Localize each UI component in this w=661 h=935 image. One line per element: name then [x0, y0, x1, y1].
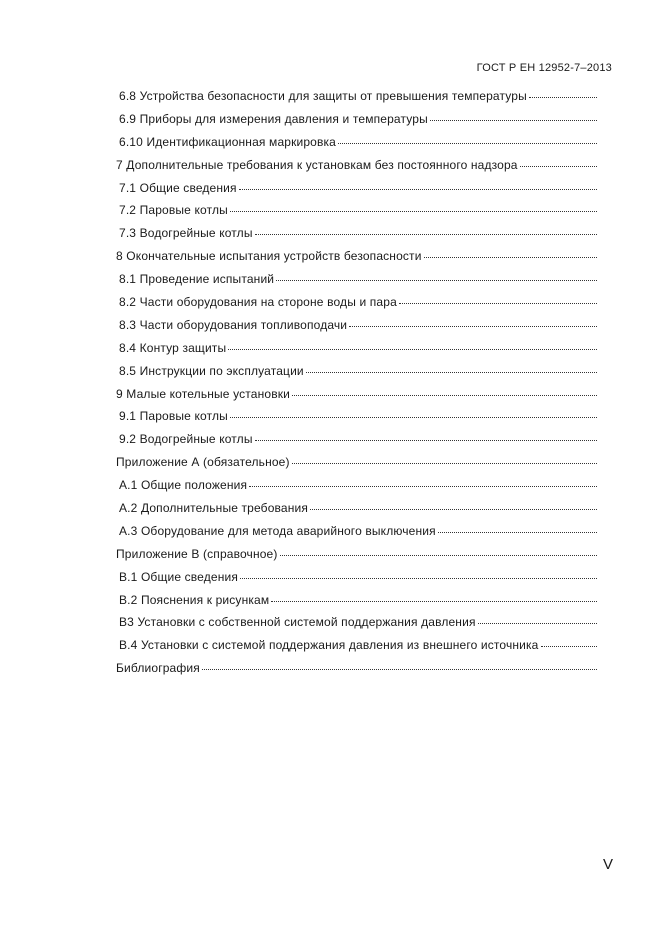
toc-entry-title: В.4 Установки с системой поддержания давления из внешнего источника: [119, 638, 539, 653]
toc-entry-title: 9.2 Водогрейные котлы: [119, 432, 253, 447]
toc-leader-dots: [292, 463, 597, 464]
toc-leader-dots: [424, 257, 597, 258]
toc-entry-title: 9 Малые котельные установки: [116, 386, 290, 401]
toc-leader-dots: [255, 440, 597, 441]
toc-leader-dots: [520, 166, 597, 167]
toc-leader-dots: [255, 234, 597, 235]
toc-entry: [116, 89, 597, 112]
toc-leader-dots: [310, 509, 597, 510]
toc-entry: [116, 593, 597, 616]
toc-entry-title: 9.1 Паровые котлы: [119, 409, 228, 424]
toc-entry-title: 7.3 Водогрейные котлы: [119, 226, 253, 241]
toc-leader-dots: [249, 486, 597, 487]
toc-entry: [116, 570, 597, 593]
toc-leader-dots: [438, 532, 597, 533]
toc-leader-dots: [349, 326, 597, 327]
toc-leader-dots: [240, 578, 597, 579]
toc-entry: [116, 455, 597, 478]
toc-entry-title: 8.5 Инструкции по эксплуатации: [119, 363, 304, 378]
toc-leader-dots: [478, 623, 597, 624]
toc-entry: [116, 135, 597, 158]
toc-entry-title: А.3 Оборудование для метода аварийного выключения: [119, 523, 436, 538]
toc-entry: [116, 387, 597, 410]
toc-leader-dots: [202, 669, 597, 670]
toc-entry-title: 8.4 Контур защиты: [119, 340, 227, 355]
toc-entry: [116, 158, 597, 181]
toc-entry-title: 8 Окончательные испытания устройств безопасности: [116, 249, 422, 264]
toc-leader-dots: [541, 646, 598, 647]
toc-entry: [116, 501, 597, 524]
toc-entry-title: Библиография: [116, 661, 200, 676]
document-code-header: ГОСТ Р ЕН 12952-7–2013: [476, 62, 612, 74]
toc-entry: [116, 615, 597, 638]
toc-entry: [116, 203, 597, 226]
toc-entry-title: А.2 Дополнительные требования: [119, 501, 309, 516]
toc-leader-dots: [529, 97, 597, 98]
toc-leader-dots: [306, 372, 597, 373]
toc-leader-dots: [338, 143, 597, 144]
toc-entry-title: 7.1 Общие сведения: [119, 180, 237, 195]
toc-entry: [116, 181, 597, 204]
toc-leader-dots: [292, 395, 597, 396]
toc-entry: [116, 318, 597, 341]
toc-entry: [116, 524, 597, 547]
toc-entry: [116, 478, 597, 501]
toc-entry: [116, 341, 597, 364]
toc-entry-title: 6.10 Идентификационная маркировка: [119, 134, 337, 149]
toc-entry-title: Приложение А (обязательное): [116, 455, 290, 470]
toc-entry: [116, 295, 597, 318]
toc-entry: [116, 112, 597, 135]
toc-leader-dots: [230, 211, 597, 212]
toc-leader-dots: [230, 417, 597, 418]
toc-entry: [116, 638, 597, 661]
toc-entry: [116, 272, 597, 295]
toc-entry-title: 8.2 Части оборудования на стороне воды и пара: [119, 295, 397, 310]
page-number: V: [603, 856, 614, 873]
toc-entry-title: В.2 Пояснения к рисункам: [119, 592, 270, 607]
toc-leader-dots: [276, 280, 597, 281]
toc-leader-dots: [271, 601, 597, 602]
table-of-contents: [116, 89, 597, 684]
toc-leader-dots: [280, 555, 597, 556]
toc-entry-title: 7 Дополнительные требования к установкам без постоянного надзора: [116, 157, 518, 172]
toc-entry: [116, 364, 597, 387]
toc-entry-title: 8.3 Части оборудования топливоподачи: [119, 317, 348, 332]
toc-entry: [116, 547, 597, 570]
toc-entry: [116, 409, 597, 432]
toc-leader-dots: [430, 120, 597, 121]
toc-entry-title: В.1 Общие сведения: [119, 569, 238, 584]
toc-entry-title: 6.8 Устройства безопасности для защиты от превышения температуры: [119, 89, 527, 103]
toc-entry: [116, 661, 597, 684]
toc-entry: [116, 432, 597, 455]
toc-entry: [116, 249, 597, 272]
toc-entry-title: Приложение В (справочное): [116, 546, 278, 561]
toc-entry: [116, 226, 597, 249]
toc-entry-title: 6.9 Приборы для измерения давления и температуры: [119, 111, 428, 126]
toc-entry-title: 8.1 Проведение испытаний: [119, 272, 275, 287]
toc-entry-title: В3 Установки с собственной системой поддержания давления: [119, 615, 476, 630]
toc-leader-dots: [399, 303, 597, 304]
toc-entry-title: А.1 Общие положения: [119, 478, 248, 493]
toc-leader-dots: [239, 189, 597, 190]
toc-entry-title: 7.2 Паровые котлы: [119, 203, 228, 218]
toc-leader-dots: [228, 349, 597, 350]
